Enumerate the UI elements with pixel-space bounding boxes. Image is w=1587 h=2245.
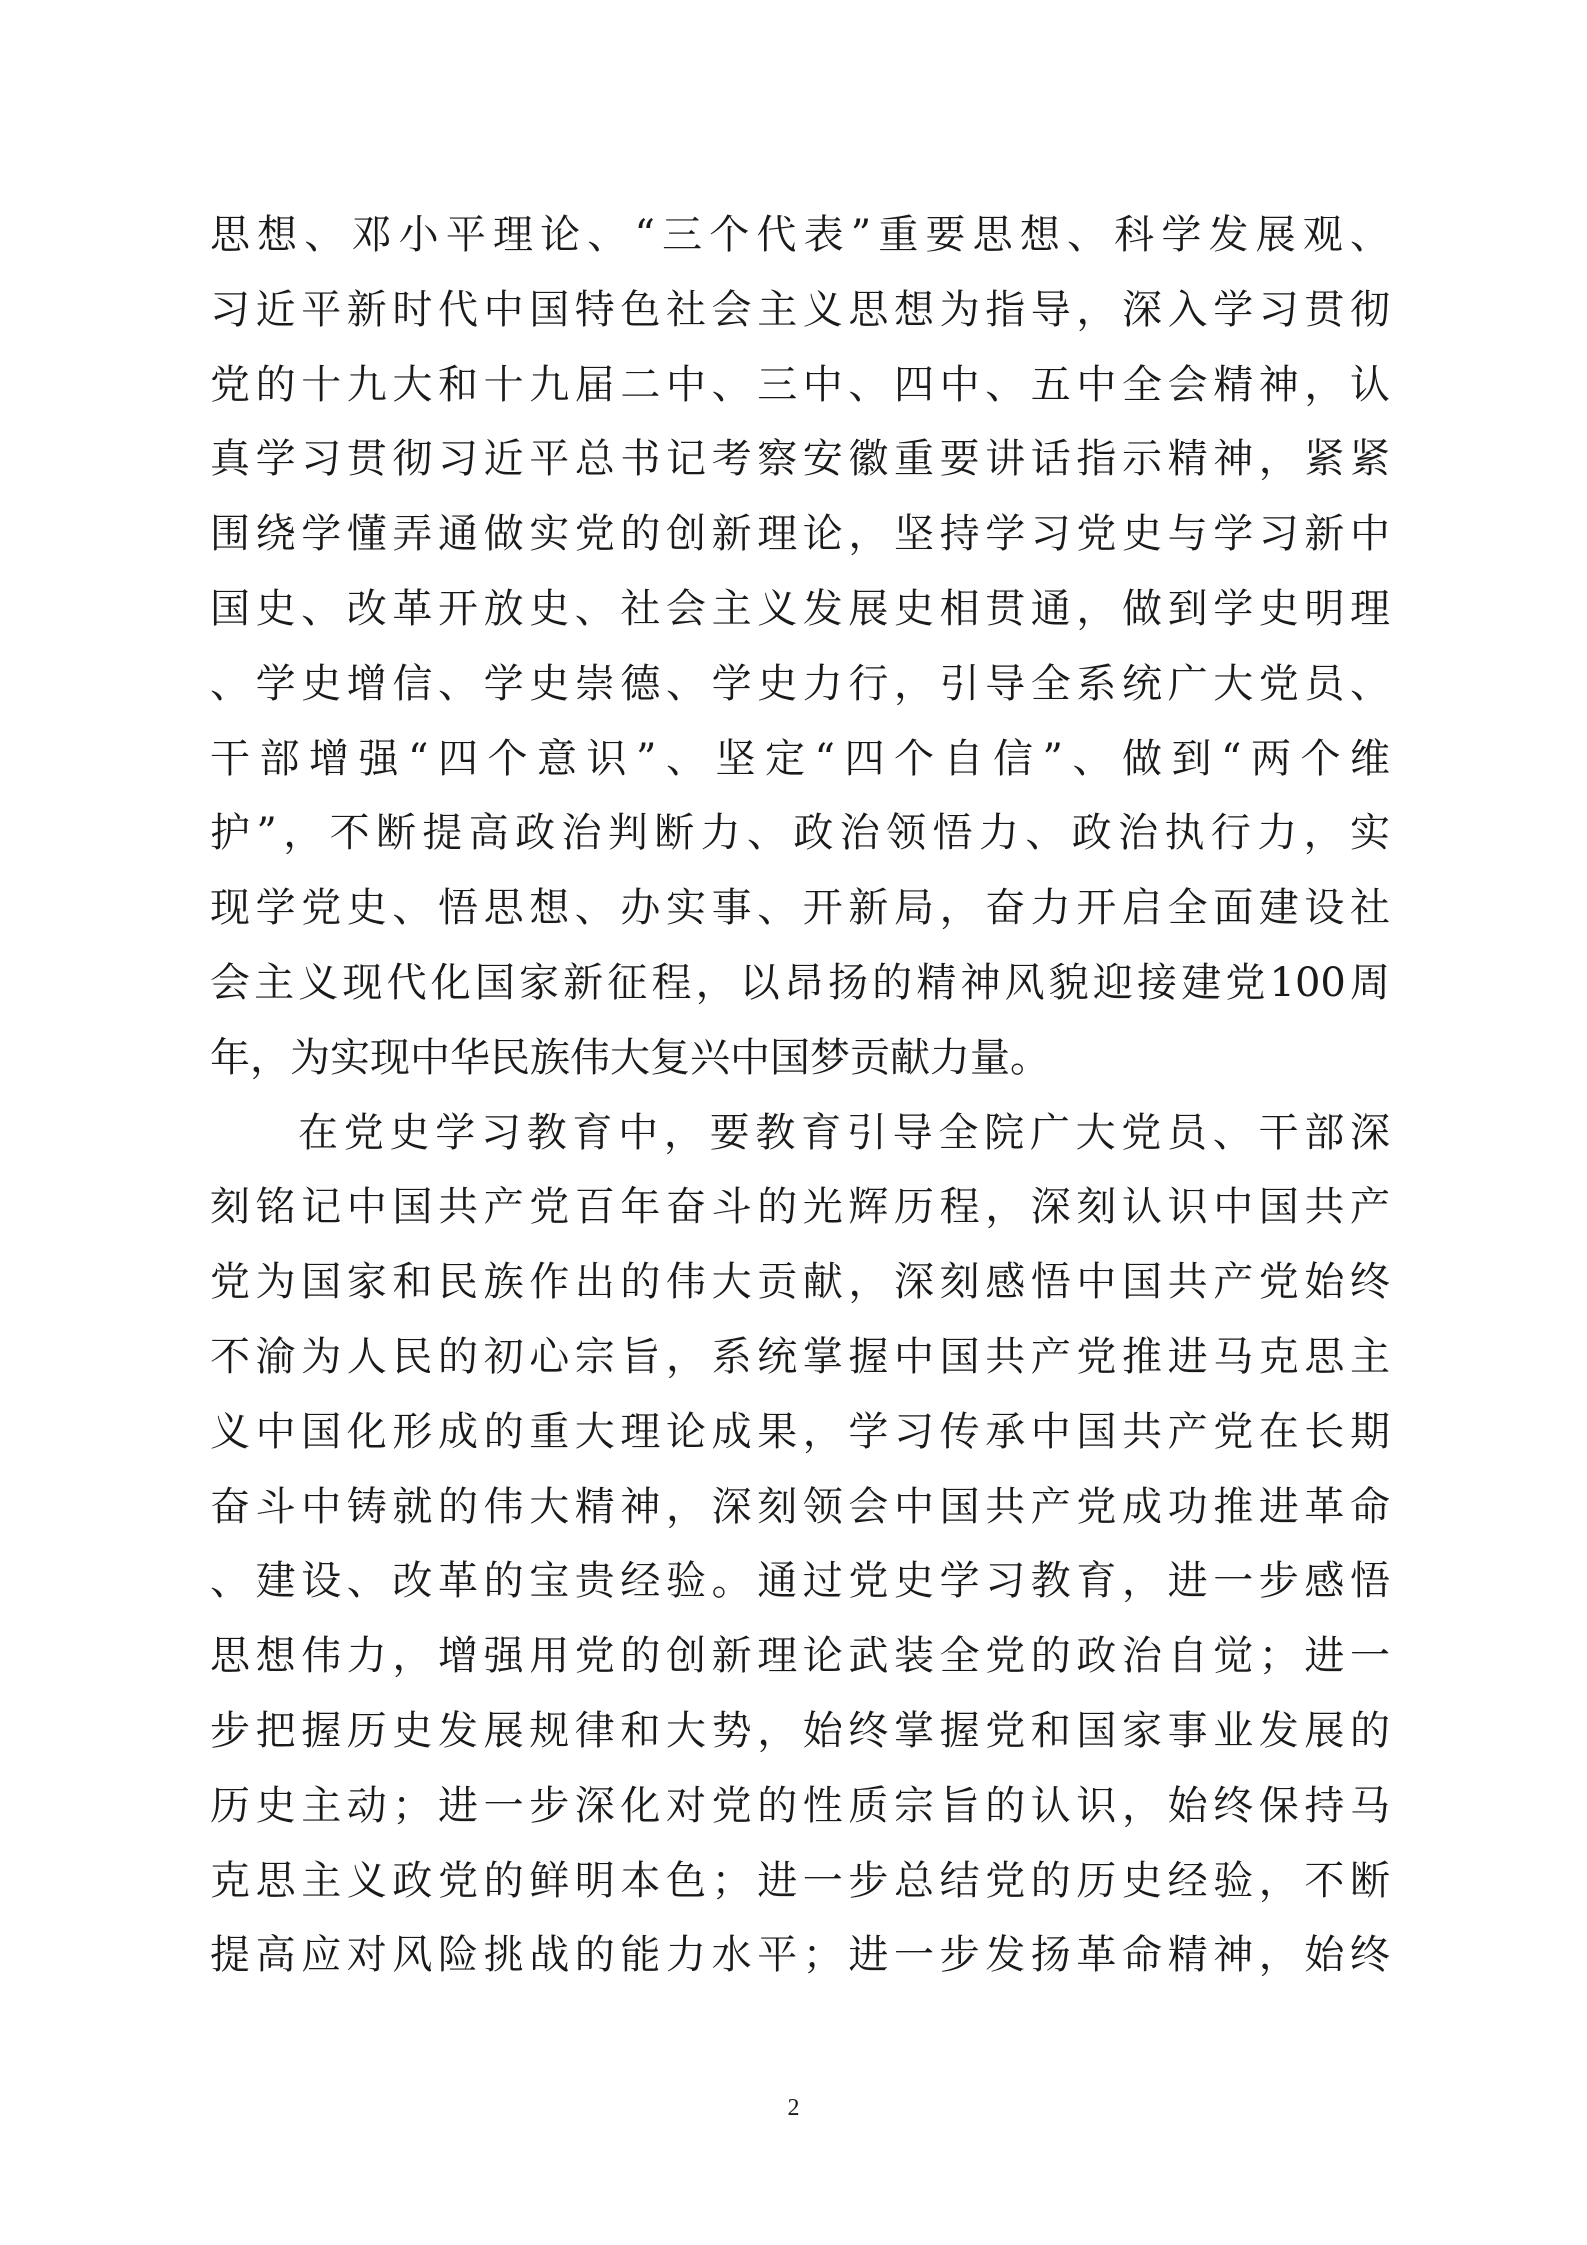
text-line: 克思主义政党的鲜明本色；进一步总结党的历史经验，不断 <box>210 1857 1390 1904</box>
text-line: 国史、改革开放史、社会主义发展史相贯通，做到学史明理 <box>210 585 1390 632</box>
text-line: 党为国家和民族作出的伟大贡献，深刻感悟中国共产党始终 <box>210 1259 1390 1306</box>
text-line: 提高应对风险挑战的能力水平；进一步发扬革命精神，始终 <box>210 1932 1390 1979</box>
text-line: 义中国化形成的重大理论成果，学习传承中国共产党在长期 <box>210 1408 1390 1455</box>
paragraph-2 <box>210 1096 1390 1994</box>
text-line: 步把握历史发展规律和大势，始终掌握党和国家事业发展的 <box>210 1707 1390 1754</box>
text-line: 习近平新时代中国特色社会主义思想为指导，深入学习贯彻 <box>210 286 1390 333</box>
text-line: 现学党史、悟思想、办实事、开新局，奋力开启全面建设社 <box>210 885 1390 932</box>
text-line: 思想伟力，增强用党的创新理论武装全党的政治自觉；进一 <box>210 1633 1390 1680</box>
text-line: 干部增强“四个意识”、坚定“四个自信”、做到“两个维 <box>210 735 1390 782</box>
text-line: 会主义现代化国家新征程，以昂扬的精神风貌迎接建党100周 <box>210 959 1390 1006</box>
text-line: 年，为实现中华民族伟大复兴中国梦贡献力量。 <box>210 1034 1050 1081</box>
page-number: 2 <box>787 2095 800 2121</box>
text-line: 奋斗中铸就的伟大精神，深刻领会中国共产党成功推进革命 <box>210 1483 1390 1530</box>
text-line: 、学史增信、学史崇德、学史力行，引导全系统广大党员、 <box>210 660 1390 707</box>
text-line: 围绕学懂弄通做实党的创新理论，坚持学习党史与学习新中 <box>210 511 1390 558</box>
text-line: 刻铭记中国共产党百年奋斗的光辉历程，深刻认识中国共产 <box>210 1184 1390 1231</box>
body-text <box>210 198 1390 1993</box>
text-line: 、建设、改革的宝贵经验。通过党史学习教育，进一步感悟 <box>210 1558 1390 1605</box>
text-line: 在党史学习教育中，要教育引导全院广大党员、干部深 <box>298 1109 1390 1156</box>
text-line: 不渝为人民的初心宗旨，系统掌握中国共产党推进马克思主 <box>210 1333 1390 1380</box>
text-line: 思想、邓小平理论、“三个代表”重要思想、科学发展观、 <box>210 212 1390 258</box>
text-line: 历史主动；进一步深化对党的性质宗旨的认识，始终保持马 <box>210 1782 1390 1829</box>
text-line: 真学习贯彻习近平总书记考察安徽重要讲话指示精神，紧紧 <box>210 436 1390 483</box>
text-line: 党的十九大和十九届二中、三中、四中、五中全会精神，认 <box>210 361 1390 408</box>
paragraph-1 <box>210 198 1390 1096</box>
text-line: 护”，不断提高政治判断力、政治领悟力、政治执行力，实 <box>210 810 1390 857</box>
